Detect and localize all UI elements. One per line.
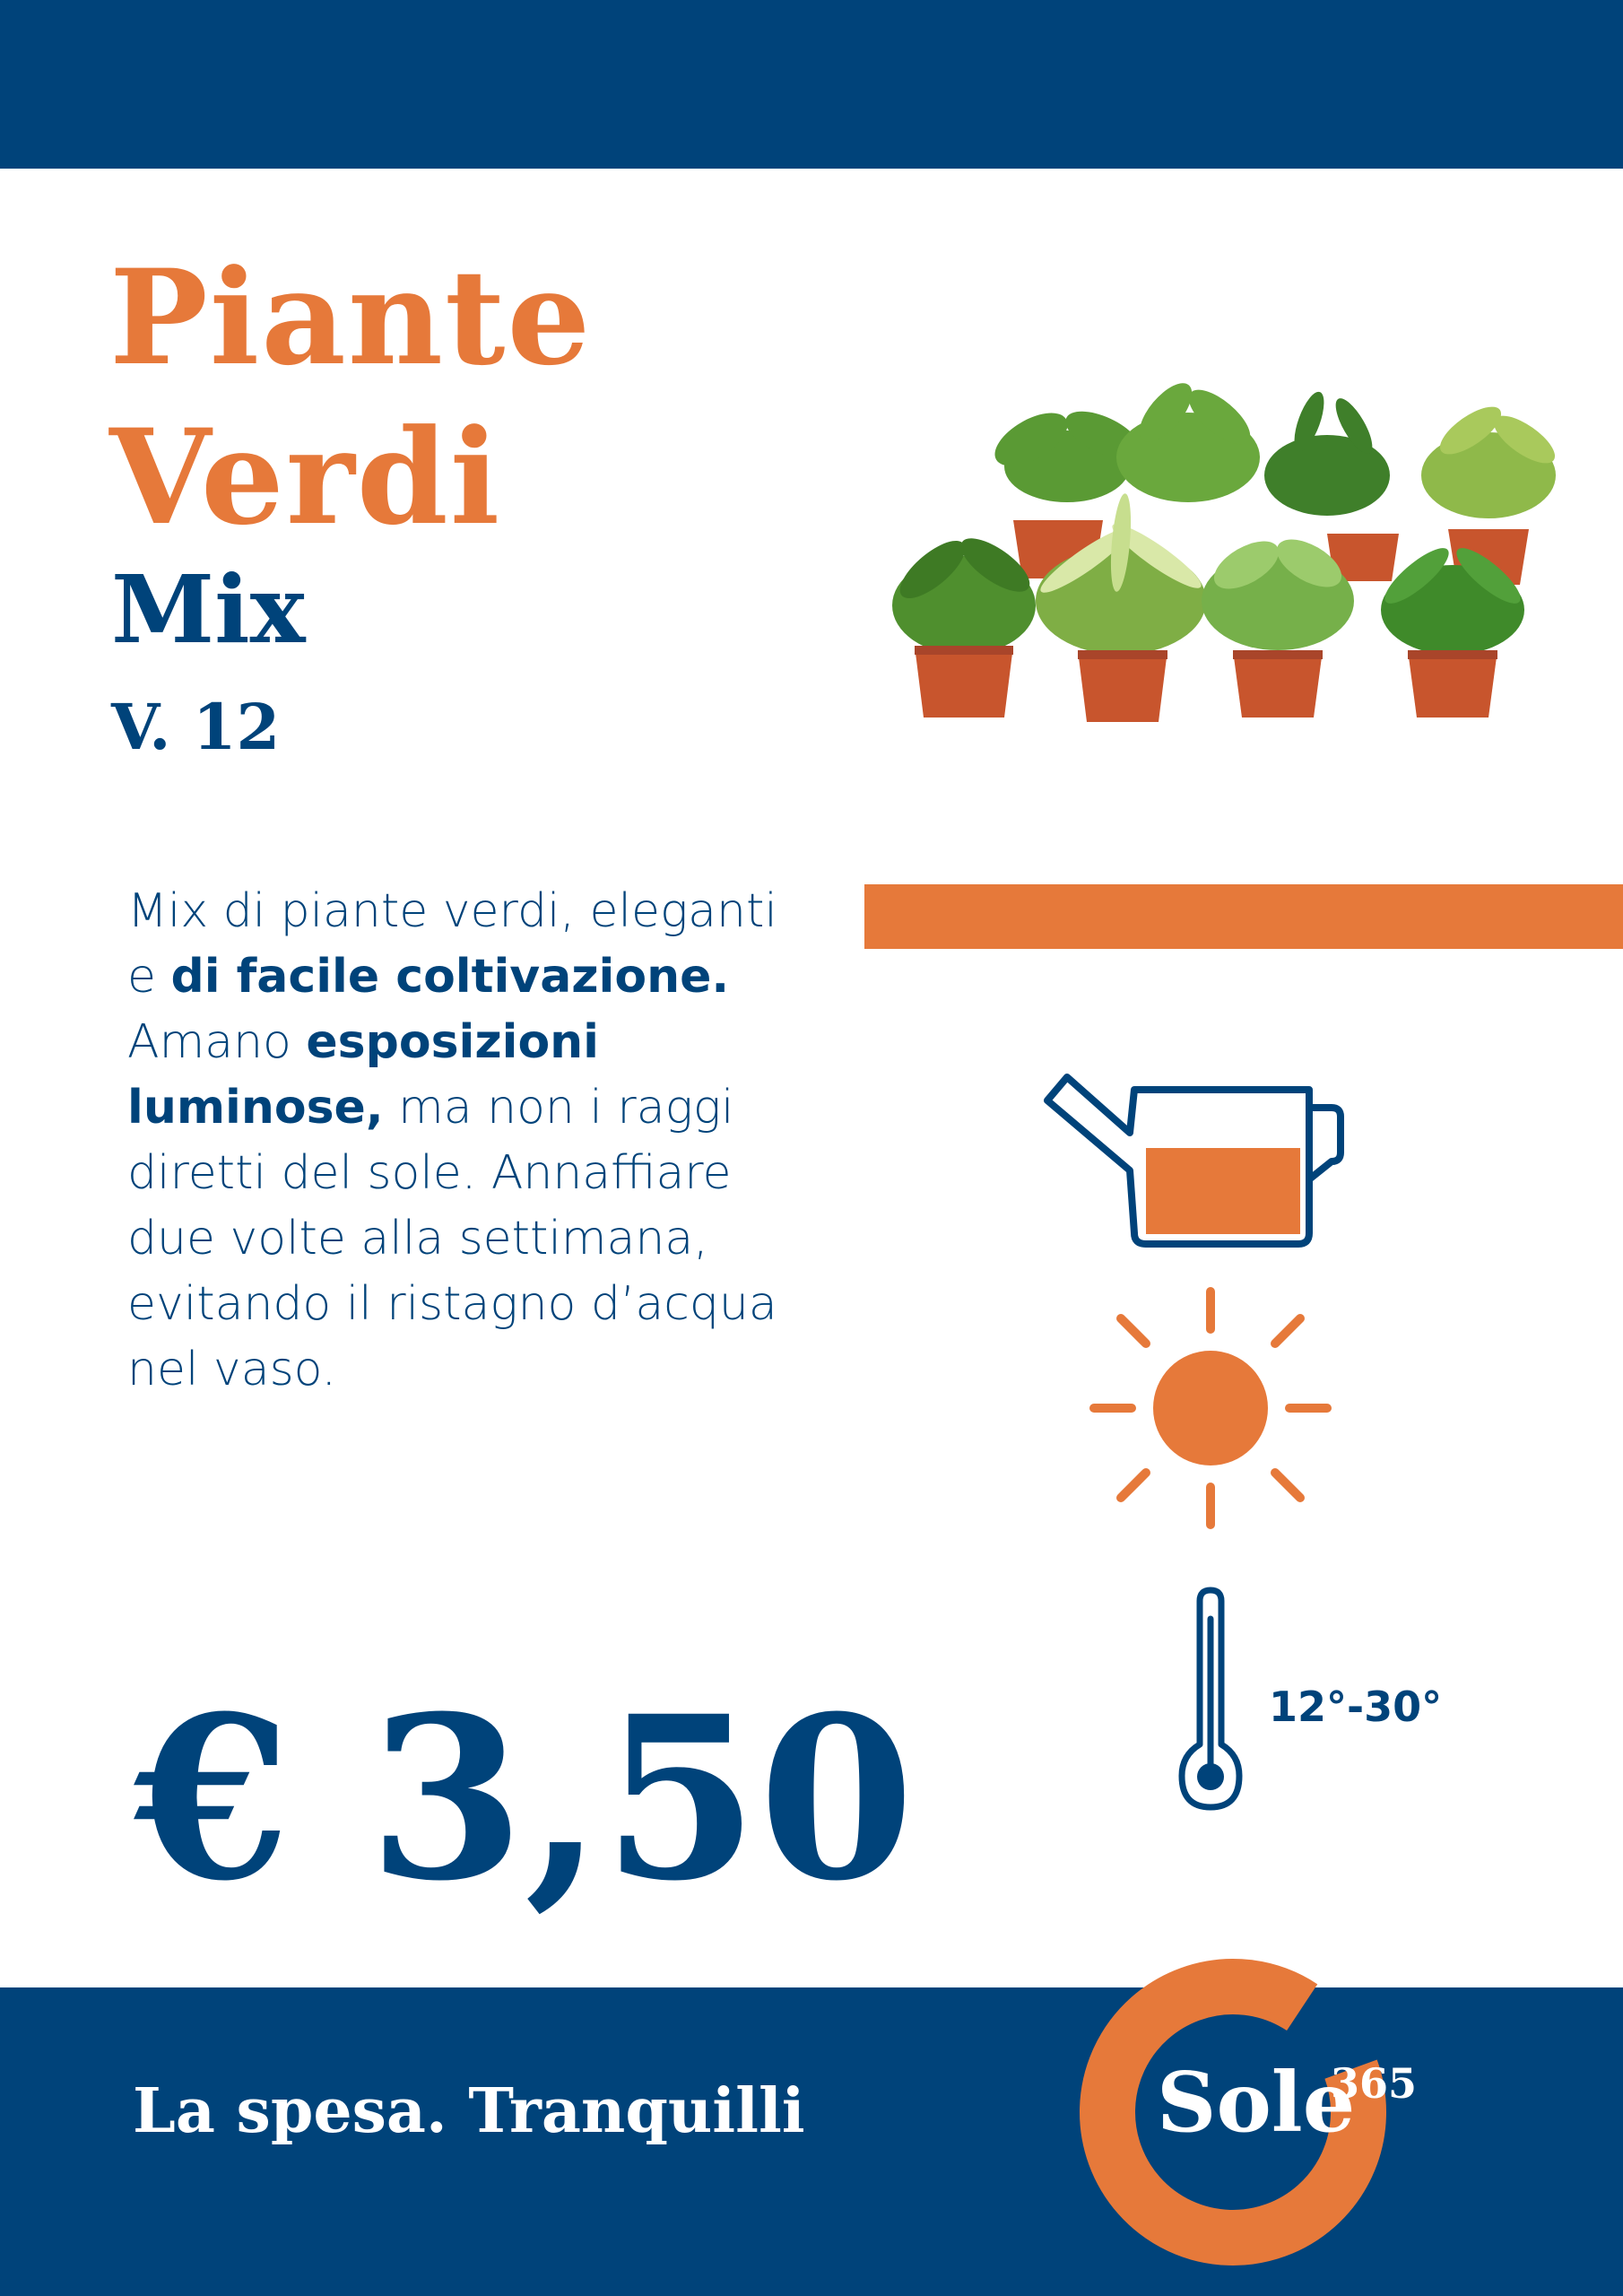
- logo-name: Sole: [1157, 2054, 1356, 2151]
- watering-can-icon: [1040, 1045, 1345, 1251]
- price: € 3,50: [135, 1666, 915, 1930]
- product-title-line1: Piante: [109, 241, 593, 395]
- top-blue-band: [0, 0, 1623, 169]
- product-title-line2: Verdi: [109, 401, 502, 554]
- description-line: Mix di piante verdi, eleganti: [127, 884, 777, 938]
- orange-accent-bar: [864, 884, 1623, 949]
- product-variant: V. 12: [111, 690, 281, 764]
- slogan: La spesa. Tranquilli: [133, 2075, 805, 2147]
- description-line: diretti del sole. Annaffiare: [127, 1146, 732, 1200]
- sun-icon: [1085, 1283, 1336, 1534]
- temperature-range: 12°-30°: [1269, 1683, 1443, 1731]
- description-line: luminose, ma non i raggi: [127, 1081, 734, 1135]
- description-line: Amano esposizioni: [127, 1015, 600, 1069]
- thermometer-icon: [1175, 1583, 1246, 1816]
- plants-photo: [879, 341, 1596, 762]
- description-line: due volte alla settimana,: [127, 1212, 708, 1265]
- product-subtitle: Mix: [111, 554, 306, 665]
- description-line: nel vaso.: [127, 1343, 337, 1396]
- logo-superscript: 365: [1331, 2059, 1418, 2108]
- product-description: [127, 879, 809, 1403]
- description-line: evitando il ristagno d’acqua: [127, 1277, 777, 1331]
- description-line: e di facile coltivazione.: [127, 950, 730, 1004]
